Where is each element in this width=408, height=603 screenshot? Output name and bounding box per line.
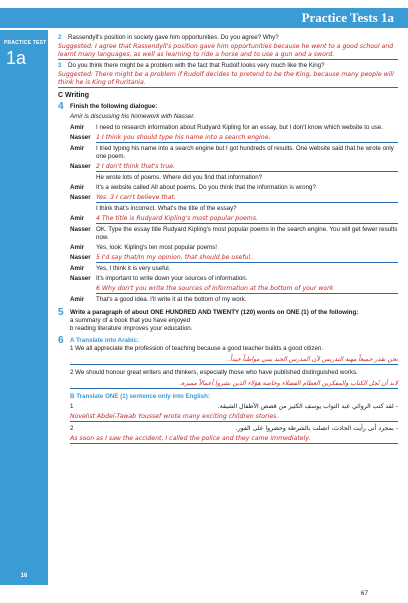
speaker: Nasser — [70, 226, 91, 233]
line-text: That's a good idea. I'll write it at the bottom of my work. — [96, 296, 247, 303]
translate-b2-answer: As soon as I saw the accident, I called the police and they came immediately. — [70, 435, 398, 444]
speaker: Amir — [70, 124, 85, 131]
translate-b1 — [70, 403, 398, 411]
dialogue-line — [70, 163, 398, 172]
dialogue-line — [70, 275, 398, 283]
speaker: Nasser — [70, 163, 91, 170]
question-number: 2 — [58, 34, 62, 41]
dialogue-line — [70, 134, 398, 143]
speaker: Nasser — [70, 134, 91, 141]
dialogue-line — [70, 265, 398, 273]
speaker: Amir — [70, 244, 85, 251]
section-b-title: B Translate ONE (1) sentence only into English: — [70, 393, 210, 400]
dialogue-line — [70, 296, 398, 304]
speaker: Amir — [70, 215, 85, 222]
section-a-title: A Translate into Arabic: — [70, 337, 139, 344]
speaker: Amir — [70, 296, 85, 303]
translate-a1: 1 We all appreciate the profession of teaching because a good teacher builds a good citizen. — [70, 345, 324, 352]
option-a: a summary of a book that you have enjoyed — [70, 317, 191, 324]
translate-a2: 2 We should honour great writers and thinkers, especially those who have published distinguished works. — [70, 369, 358, 376]
question-5 — [58, 309, 398, 317]
dialogue-line — [70, 124, 398, 132]
dialogue-intro: Amir is discussing his homework with Nasser. — [70, 113, 195, 120]
dialogue-line — [70, 254, 398, 263]
line-text: Yes, I think it is very useful. — [96, 265, 171, 272]
translate-b1-answer: Novelist Abdel-Tawab Youssef wrote many exciting children stories. — [70, 413, 398, 422]
line-text: Yes, look: Kipling's ten most popular poems! — [96, 244, 217, 251]
question-number: 4 — [58, 101, 64, 112]
item-number: 1 — [70, 403, 74, 410]
dialogue-line — [70, 226, 398, 242]
dialogue — [70, 124, 398, 304]
page-number: 67 — [360, 590, 368, 597]
question-text: Rassendyll's position in society gave him opportunities. Do you agree? Why? — [68, 34, 279, 41]
arabic-sentence: - بمجرد أنى رأيت الحادث، اتصلت بالشرطة وحضروا على الفور. — [235, 425, 398, 432]
line-text: OK. Type the essay title Rudyard Kipling's most popular poems in the search engine. You will get fewer results now. — [96, 226, 398, 241]
dialogue-line — [70, 174, 398, 182]
sidebar-page-number: 16 — [20, 573, 28, 579]
arabic-sentence: - لقد كتب الروائي عبد التواب يوسف الكثير من قصص الأطفال الشيقة. — [217, 403, 398, 410]
question-3 — [58, 62, 398, 70]
line-answer: 6 Why don't you write the sources of information at the bottom of your work — [96, 285, 398, 294]
answer-3: Suggested: There might be a problem if Rudolf decides to pretend to be the King, because many people will think he is King of Ruritania. — [58, 71, 398, 88]
item-number: 2 — [70, 425, 74, 432]
question-number: 5 — [58, 307, 64, 318]
line-text: It's a website called All about poems. Do you think that the information is wrong? — [96, 184, 316, 191]
dialogue-line — [70, 194, 398, 203]
header-banner — [0, 0, 408, 30]
section-writing-title: C Writing — [58, 92, 89, 99]
line-answer: 4 The title is Rudyard Kipling's most popular poems. — [96, 215, 398, 224]
line-text: It's important to write down your sources of information. — [96, 275, 248, 282]
line-answer: 1 I think you should type his name into a search engine. — [96, 134, 398, 143]
dialogue-line — [70, 215, 398, 224]
sidebar — [0, 30, 48, 585]
question-text: Do you think there might be a problem with the fact that Rudolf looks very much like the King? — [68, 62, 325, 69]
speaker — [70, 174, 96, 182]
dialogue-line — [70, 184, 398, 192]
line-answer: Yes. 3 I can't believe that. — [96, 194, 398, 203]
answer-2: Suggested: I agree that Rassendyll's position gave him opportunities because he went to a good school and learnt many languages, as well as learning to ride a horse and to use a gun and a sword. — [58, 43, 398, 60]
dialogue-line — [70, 244, 398, 252]
dialogue-line — [70, 145, 398, 161]
translate-b2 — [70, 425, 398, 433]
speaker: Nasser — [70, 275, 91, 282]
line-text: I need to research information about Rudyard Kipling for an essay, but I don't know which website to use. — [96, 124, 383, 131]
dialogue-line — [70, 285, 398, 294]
speaker: Nasser — [70, 254, 91, 261]
line-answer: 5 I'd say that/In my opinion, that should be useful. — [96, 254, 398, 263]
page-title: Practice Tests 1a — [301, 10, 394, 25]
line-text: I tried typing his name into a search engine but I got hundreds of results. One website said that he wrote only one poem. — [96, 145, 394, 160]
line-text: I think that's incorrect. What's the title of the essay? — [96, 205, 237, 212]
sidebar-test-number: 1a — [6, 48, 27, 68]
dialogue-line — [70, 205, 398, 213]
line-text: He wrote lots of poems. Where did you find that information? — [96, 174, 263, 181]
option-b: b reading literature improves your education. — [70, 325, 193, 332]
sidebar-label: PRACTICE TEST — [4, 40, 47, 46]
speaker: Amir — [70, 184, 85, 191]
translate-a2-answer: لابد أن نُجل الكتاب والمفكرين العظام الفضلاء وخاصة هؤلاء الذين نشروا أعمالاً مميزة. — [70, 380, 398, 389]
translate-a1-answer: نحن نقدر جميعاً مهنة التدريس لأن المدرس الجيد يبني مواطناً جيداً. — [70, 356, 398, 365]
speaker — [70, 285, 96, 294]
question-2 — [58, 34, 398, 42]
question-prompt: Write a paragraph of about ONE HUNDRED AND TWENTY (120) words on ONE (1) of the following: — [70, 309, 359, 316]
question-6 — [58, 337, 398, 345]
content — [58, 34, 398, 444]
speaker: Nasser — [70, 194, 91, 201]
question-number: 3 — [58, 62, 62, 69]
line-answer: 2 I don't think that's true. — [96, 163, 398, 172]
question-number: 6 — [58, 335, 64, 346]
speaker: Amir — [70, 265, 85, 272]
question-4 — [58, 103, 398, 111]
speaker: Amir — [70, 145, 85, 152]
speaker — [70, 205, 96, 213]
question-prompt: Finish the following dialogue: — [70, 103, 158, 110]
